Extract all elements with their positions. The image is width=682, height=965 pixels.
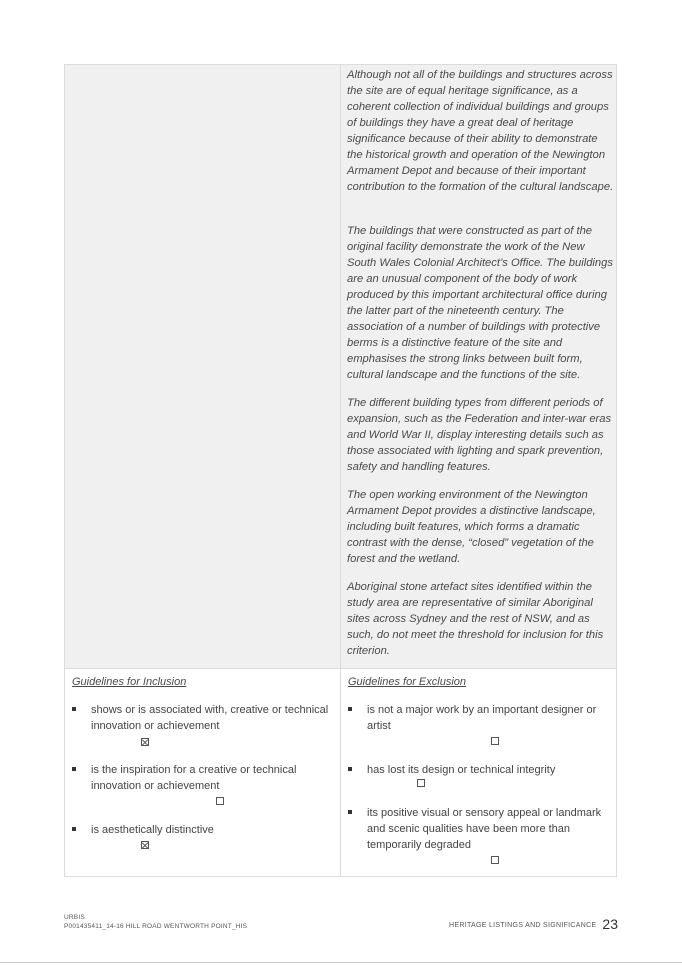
checkbox-unchecked-icon[interactable] <box>491 856 499 864</box>
checkbox-checked-icon[interactable] <box>141 738 149 746</box>
exclusion-heading: Guidelines for Exclusion <box>348 676 467 688</box>
significance-paragraph: The open working environment of the Newington Armament Depot provides a distinctive landscape, including built features, which forms a dramatic contrast with the dense, “closed” vegetation of the forest and the wetland. <box>347 489 596 565</box>
bullet-icon <box>72 707 76 711</box>
checkbox-unchecked-icon[interactable] <box>491 737 499 745</box>
significance-paragraph: The different building types from different periods of expansion, such as the Federation and inter-war eras and World War II, display interesting details such as those associated with lighting and spark prevention, safety and handling features. <box>347 397 612 473</box>
inclusion-heading: Guidelines for Inclusion <box>72 676 187 688</box>
page-number: 23 <box>602 916 618 932</box>
footer-section-info <box>449 916 618 932</box>
footer-document-ref: P001435411_14-16 HILL ROAD WENTWORTH POINT_HIS <box>64 923 248 930</box>
bullet-icon <box>72 827 76 831</box>
footer-company: URBIS <box>64 914 85 921</box>
checkbox-unchecked-icon[interactable] <box>216 797 224 805</box>
significance-paragraph: The buildings that were constructed as part of the original facility demonstrate the work of the New South Wales Colonial Architect’s Office. The buildings are an unusual component of the body of work produced by this important architectural office during the latter part of the nineteenth century. The association of a number of buildings with protective berms is a distinctive feature of the site and emphasises the strong links between built form, cultural landscape and the functions of the site. <box>347 225 613 381</box>
inclusion-item-text: is the inspiration for a creative or technical innovation or achievement <box>91 764 297 792</box>
footer-document-info <box>64 913 247 931</box>
significance-assessment-cell <box>341 65 616 668</box>
significance-paragraph: Aboriginal stone artefact sites identified within the study area are representative of similar Aboriginal sites across Sydney and the rest of NSW, and as such, do not meet the threshold for inclusion for this criterion. <box>347 581 604 657</box>
footer-section-title: HERITAGE LISTINGS AND SIGNIFICANCE <box>449 922 597 929</box>
bullet-icon <box>348 767 352 771</box>
exclusion-item-text: has lost its design or technical integrity <box>367 764 556 776</box>
inclusion-item-text: shows or is associated with, creative or technical innovation or achievement <box>91 704 329 732</box>
inclusion-guidelines-cell <box>65 669 341 877</box>
empty-criterion-cell <box>65 65 341 668</box>
page-bottom-divider <box>0 962 682 963</box>
guidelines-row <box>65 668 616 876</box>
exclusion-item-text: its positive visual or sensory appeal or landmark and scenic qualities have been more than temporarily degraded <box>367 807 602 851</box>
inclusion-item-text: is aesthetically distinctive <box>91 824 214 836</box>
bullet-icon <box>72 767 76 771</box>
exclusion-guidelines-cell <box>341 669 616 877</box>
significance-paragraph: Although not all of the buildings and structures across the site are of equal heritage significance, as a coherent collection of individual buildings and groups of buildings they have a great deal of heritage significance because of their ability to demonstrate the historical growth and operation of the Newington Armament Depot and because of their important contribution to the formation of the cultural landscape. <box>347 69 614 193</box>
checkbox-unchecked-icon[interactable] <box>417 779 425 787</box>
exclusion-item-text: is not a major work by an important designer or artist <box>367 704 597 732</box>
bullet-icon <box>348 707 352 711</box>
checkbox-checked-icon[interactable] <box>141 841 149 849</box>
significance-table <box>64 64 617 877</box>
bullet-icon <box>348 810 352 814</box>
